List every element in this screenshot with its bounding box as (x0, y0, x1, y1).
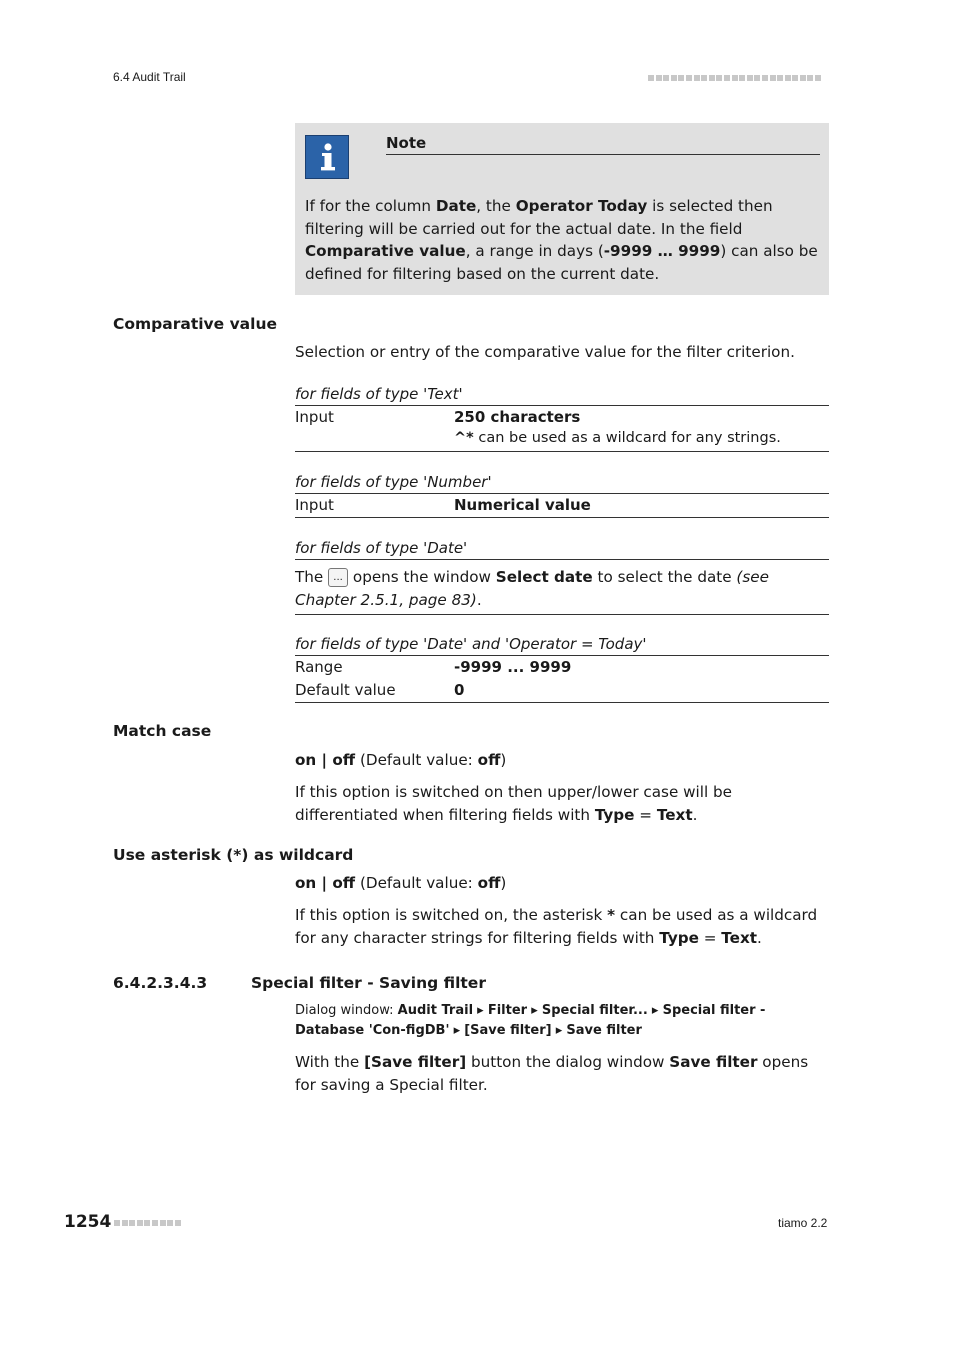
breadcrumb-item: Audit Trail (397, 1003, 474, 1018)
date-description: The ... opens the window Select date to select the date (see Chapter 2.5.1, page 83). (295, 568, 769, 609)
note-box (295, 123, 829, 295)
row-value: 250 characters (454, 408, 581, 426)
table-caption-date-today: for fields of type 'Date' and 'Operator = Today' (295, 635, 829, 656)
saving-description: With the [Save filter] button the dialog window Save filter opens for saving a Special filter. (295, 1053, 809, 1094)
match-case-description: If this option is switched on then upper/lower case will be differentiated when filtering fields with Type = Text. (295, 783, 733, 824)
chevron-right-icon: ▸ (449, 1023, 465, 1038)
row-label: Range (295, 658, 343, 676)
note-body: If for the column Date, the Operator Today is selected then filtering will be carried out for the actual date. In the field Comparative value, a range in days (-9999 … 9999) can also be defined for filtering based on the current date. (305, 197, 818, 284)
chevron-right-icon: ▸ (473, 1003, 488, 1018)
breadcrumb: Dialog window: Audit Trail ▸ Filter ▸ Special filter... ▸ Special filter - Database 'Con-figDB' ▸ [Save filter] ▸ Save filter (295, 1003, 766, 1038)
header-decoration (648, 75, 829, 82)
breadcrumb-item: Special filter... (541, 1003, 648, 1018)
divider (295, 614, 829, 615)
breadcrumb-item: Save filter (566, 1023, 642, 1038)
breadcrumb-item: [Save filter] (464, 1023, 552, 1038)
section-heading-asterisk-wildcard: Use asterisk (*) as wildcard (113, 846, 354, 864)
save-filter-button-ref: [Save filter] (364, 1053, 467, 1071)
chevron-right-icon: ▸ (647, 1003, 663, 1018)
asterisk-description: If this option is switched on, the asterisk * can be used as a wildcard for any character strings for filtering fields with Type = Text. (295, 906, 818, 947)
page-number: 1254 (64, 1212, 112, 1232)
row-label: Input (295, 496, 334, 514)
running-header-section: 6.4 Audit Trail (113, 70, 186, 84)
footer-decoration (114, 1220, 182, 1239)
ellipsis-button-icon[interactable]: ... (328, 568, 348, 587)
row-label: Input (295, 408, 334, 426)
divider (295, 517, 829, 518)
table-caption-date: for fields of type 'Date' (295, 539, 829, 560)
row-value: Numerical value (454, 496, 591, 514)
table-caption-text: for fields of type 'Text' (295, 385, 829, 406)
breadcrumb-item: Filter (487, 1003, 528, 1018)
breadcrumb-item: Special filter - Database 'Con-figDB' (295, 1003, 766, 1038)
asterisk-options: on | off (Default value: off) (295, 874, 507, 892)
section-heading-comparative-value: Comparative value (113, 315, 277, 333)
note-title: Note (386, 134, 820, 155)
info-icon (305, 135, 349, 179)
chevron-right-icon: ▸ (551, 1023, 567, 1038)
subsection-title: Special filter - Saving filter (251, 974, 486, 992)
table-caption-number: for fields of type 'Number' (295, 473, 829, 494)
comparative-intro: Selection or entry of the comparative value for the filter criterion. (295, 343, 795, 361)
wildcard-note: can be used as a wildcard for any strings. (473, 430, 781, 446)
row-label: Default value (295, 681, 396, 699)
window-name: Select date (495, 568, 593, 586)
wildcard-chars: ^* (454, 430, 474, 446)
row-value: -9999 ... 9999 (454, 658, 572, 676)
chapter-reference-link[interactable]: (see Chapter 2.5.1, page 83) (295, 568, 769, 609)
chevron-right-icon: ▸ (527, 1003, 542, 1018)
divider (295, 702, 829, 703)
match-case-options: on | off (Default value: off) (295, 751, 507, 769)
section-heading-match-case: Match case (113, 722, 212, 740)
divider (295, 451, 829, 452)
subsection-number: 6.4.2.3.4.3 (113, 974, 208, 992)
row-value: 0 (454, 681, 465, 699)
product-name: tiamo 2.2 (778, 1216, 828, 1230)
